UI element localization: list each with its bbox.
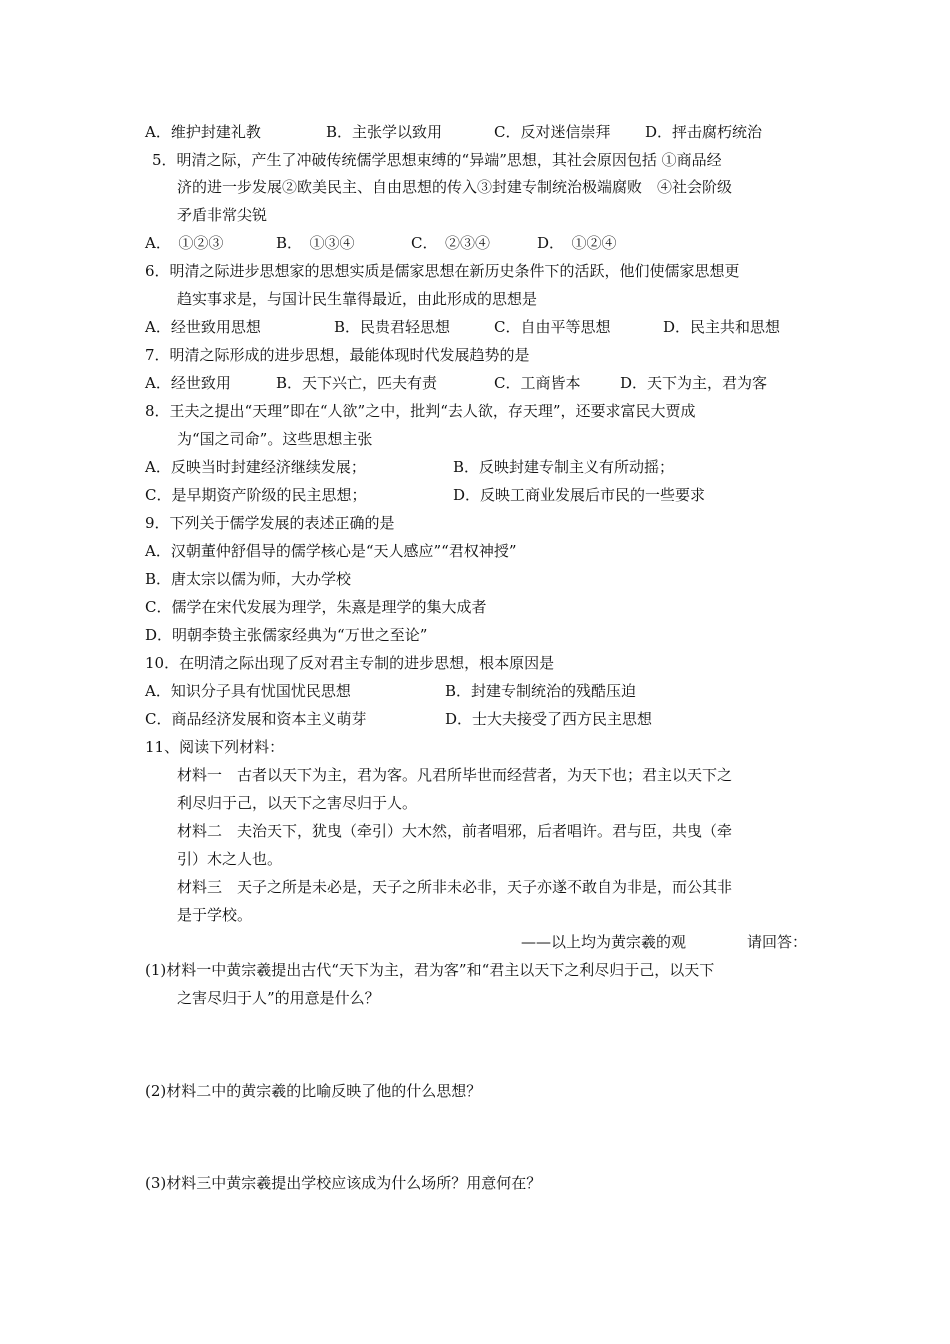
- q9-stem: 9．下列关于儒学发展的表述正确的是: [145, 514, 395, 532]
- q6-option-c: C．自由平等思想: [494, 318, 611, 336]
- q7-option-d: D．天下为主，君为客: [620, 374, 768, 392]
- q9-option-a: A．汉朝董仲舒倡导的儒学核心是“天人感应”“君权神授”: [145, 542, 517, 560]
- q4-option-a: A．维护封建礼教: [145, 123, 261, 141]
- q10-option-d: D．士大夫接受了西方民主思想: [445, 710, 653, 728]
- q11-material-3-line-2: 是于学校。: [177, 906, 253, 924]
- q11-material-1-line-1: 材料一 古者以天下为主，君为客。凡君所毕世而经营者，为天下也；君主以天下之: [177, 766, 733, 784]
- q11-source: ——以上均为黄宗羲的观: [521, 933, 687, 951]
- q5-option-b: B． ①③④: [276, 234, 355, 252]
- q6-option-b: B．民贵君轻思想: [334, 318, 451, 336]
- q11-prompt: 请回答：: [747, 933, 808, 951]
- q5-option-d: D． ①②④: [537, 234, 617, 252]
- q10-option-a: A．知识分子具有忧国忧民思想: [145, 682, 351, 700]
- q8-option-c: C．是早期资产阶级的民主思想；: [145, 486, 367, 504]
- q4-option-b: B．主张学以致用: [326, 123, 443, 141]
- q11-sub2: (2)材料二中的黄宗羲的比喻反映了他的什么思想？: [145, 1082, 482, 1100]
- q8-option-d: D．反映工商业发展后市民的一些要求: [453, 486, 706, 504]
- q4-option-c: C．反对迷信崇拜: [494, 123, 611, 141]
- q5-stem-line-2: 济的进一步发展②欧美民主、自由思想的传入③封建专制统治极端腐败 ④社会阶级: [177, 178, 733, 196]
- q11-sub3: (3)材料三中黄宗羲提出学校应该成为什么场所？用意何在？: [145, 1174, 542, 1192]
- q8-stem-line-1: 8．王夫之提出“天理”即在“人欲”之中，批判“去人欲，存天理”，还要求富民大贾成: [145, 402, 696, 420]
- q11-material-2-line-1: 材料二 夫治天下，犹曳（牵引）大木然，前者唱邪，后者唱许。君与臣，共曳（牵: [177, 822, 733, 840]
- q7-option-c: C．工商皆本: [494, 374, 581, 392]
- q11-material-3-line-1: 材料三 天子之所是未必是，天子之所非未必非，天子亦遂不敢自为非是，而公其非: [177, 878, 733, 896]
- q5-option-c: C． ②③④: [411, 234, 490, 252]
- q5-stem-line-3: 矛盾非常尖锐: [177, 206, 268, 224]
- q6-option-a: A．经世致用思想: [145, 318, 261, 336]
- q11-material-1-line-2: 利尽归于己，以天下之害尽归于人。: [177, 794, 418, 812]
- q11-material-2-line-2: 引）木之人也。: [177, 850, 283, 868]
- q9-option-b: B．唐太宗以儒为师，大办学校: [145, 570, 352, 588]
- q5-stem-line-1: 5．明清之际，产生了冲破传统儒学思想束缚的“异端”思想，其社会原因包括 ①商品经: [152, 151, 722, 169]
- q7-option-a: A．经世致用: [145, 374, 231, 392]
- q8-option-b: B．反映封建专制主义有所动摇；: [453, 458, 675, 476]
- q11-sub1-line-1: (1)材料一中黄宗羲提出古代“天下为主，君为客”和“君主以天下之利尽归于己，以天下: [145, 961, 715, 979]
- q6-stem-line-1: 6．明清之际进步思想家的思想实质是儒家思想在新历史条件下的活跃，他们使儒家思想更: [145, 262, 740, 280]
- q5-option-a: A． ①②③: [145, 234, 224, 252]
- q11-sub1-line-2: 之害尽归于人”的用意是什么？: [177, 989, 380, 1007]
- q8-stem-line-2: 为“国之司命”。这些思想主张: [177, 430, 373, 448]
- q10-option-c: C．商品经济发展和资本主义萌芽: [145, 710, 367, 728]
- q6-option-d: D．民主共和思想: [663, 318, 781, 336]
- q8-option-a: A．反映当时封建经济继续发展；: [145, 458, 366, 476]
- q7-stem: 7．明清之际形成的进步思想，最能体现时代发展趋势的是: [145, 346, 530, 364]
- q9-option-c: C．儒学在宋代发展为理学，朱熹是理学的集大成者: [145, 598, 487, 616]
- q10-stem: 10．在明清之际出现了反对君主专制的进步思想，根本原因是: [145, 654, 555, 672]
- q9-option-d: D．明朝李贽主张儒家经典为“万世之至论”: [145, 626, 428, 644]
- q11-intro: 11、阅读下列材料：: [145, 738, 285, 756]
- q7-option-b: B．天下兴亡，匹夫有责: [276, 374, 438, 392]
- q10-option-b: B．封建专制统治的残酷压迫: [445, 682, 637, 700]
- q6-stem-line-2: 趋实事求是，与国计民生靠得最近，由此形成的思想是: [177, 290, 538, 308]
- q4-option-d: D．抨击腐朽统治: [645, 123, 763, 141]
